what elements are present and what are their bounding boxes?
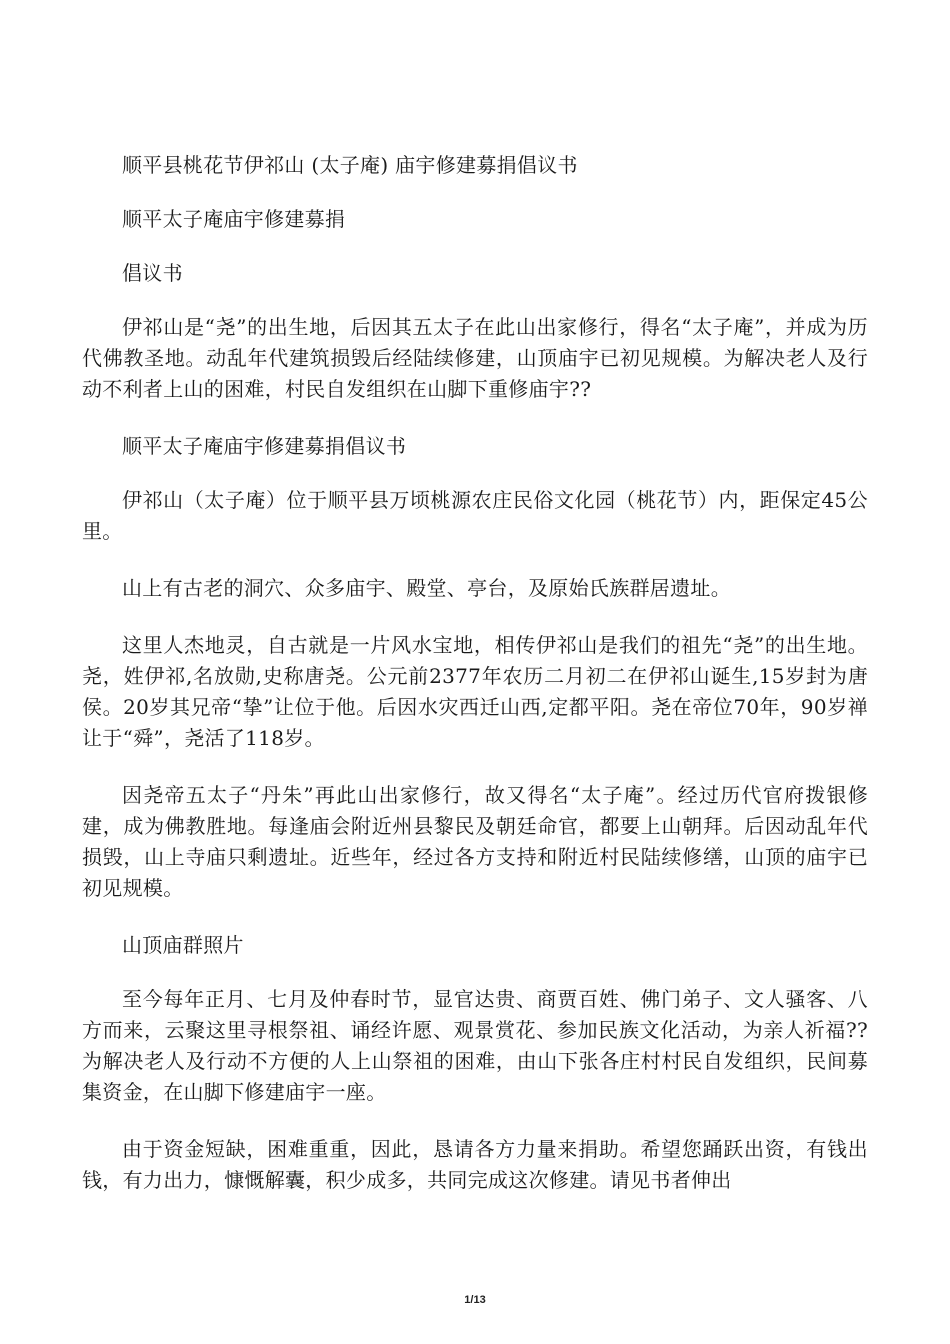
paragraph-location: 伊祁山（太子庵）位于顺平县万顷桃源农庄民俗文化园（桃花节）内，距保定45公里。 xyxy=(82,488,868,543)
document-title: 顺平县桃花节伊祁山 (太子庵) 庙宇修建募捐倡议书 xyxy=(122,153,578,177)
paragraph-temple: 因尧帝五太子“丹朱”再此山出家修行，故又得名“太子庵”。经过历代官府拨银修建，成为佛教胜地。每逢庙会附近州县黎民及朝廷命官，都要上山朝拜。后因动乱年代损毁，山上寺庙只剩遗址。近些年，经过各方支持和附近村民陆续修缮，山顶的庙宇已初见规模。 xyxy=(82,783,868,900)
document-subtitle: 顺平太子庵庙宇修建募捐 xyxy=(122,207,346,231)
page-number: 1/13 xyxy=(464,1294,486,1306)
paragraph-festivals: 至今每年正月、七月及仲春时节，显官达贵、商贾百姓、佛门弟子、文人骚客、八方而来，云聚这里寻根祭祖、诵经许愿、观景赏花、参加民族文化活动，为亲人祈福??为解决老人及行动不方便的人上山祭祖的困难，由山下张各庄村村民自发组织，民间募集资金，在山脚下修建庙宇一座。 xyxy=(82,987,868,1104)
paragraph-sites: 山上有古老的洞穴、众多庙宇、殿堂、亭台，及原始氏族群居遗址。 xyxy=(122,576,731,600)
document-subtitle-2: 倡议书 xyxy=(122,261,183,285)
paragraph-appeal: 由于资金短缺，困难重重，因此，恳请各方力量来捐助。希望您踊跃出资，有钱出钱，有力出力，慷慨解囊，积少成多，共同完成这次修建。请见书者伸出 xyxy=(82,1137,868,1192)
document-body xyxy=(82,150,868,1222)
section-heading: 顺平太子庵庙宇修建募捐倡议书 xyxy=(122,434,407,458)
paragraph-intro: 伊祁山是“尧”的出生地，后因其五太子在此山出家修行，得名“太子庵”，并成为历代佛教圣地。动乱年代建筑损毁后经陆续修建，山顶庙宇已初见规模。为解决老人及行动不利者上山的困难，村民自发组织在山脚下重修庙宇?? xyxy=(82,315,868,401)
paragraph-history: 这里人杰地灵，自古就是一片风水宝地，相传伊祁山是我们的祖先“尧”的出生地。尧，姓伊祁,名放勋,史称唐尧。公元前2377年农历二月初二在伊祁山诞生,15岁封为唐侯。20岁其兄帝“挚”让位于他。后因水灾西迁山西,定都平阳。尧在帝位70年，90岁禅让于“舜”，尧活了118岁。 xyxy=(82,633,868,750)
photo-caption: 山顶庙群照片 xyxy=(122,933,244,957)
